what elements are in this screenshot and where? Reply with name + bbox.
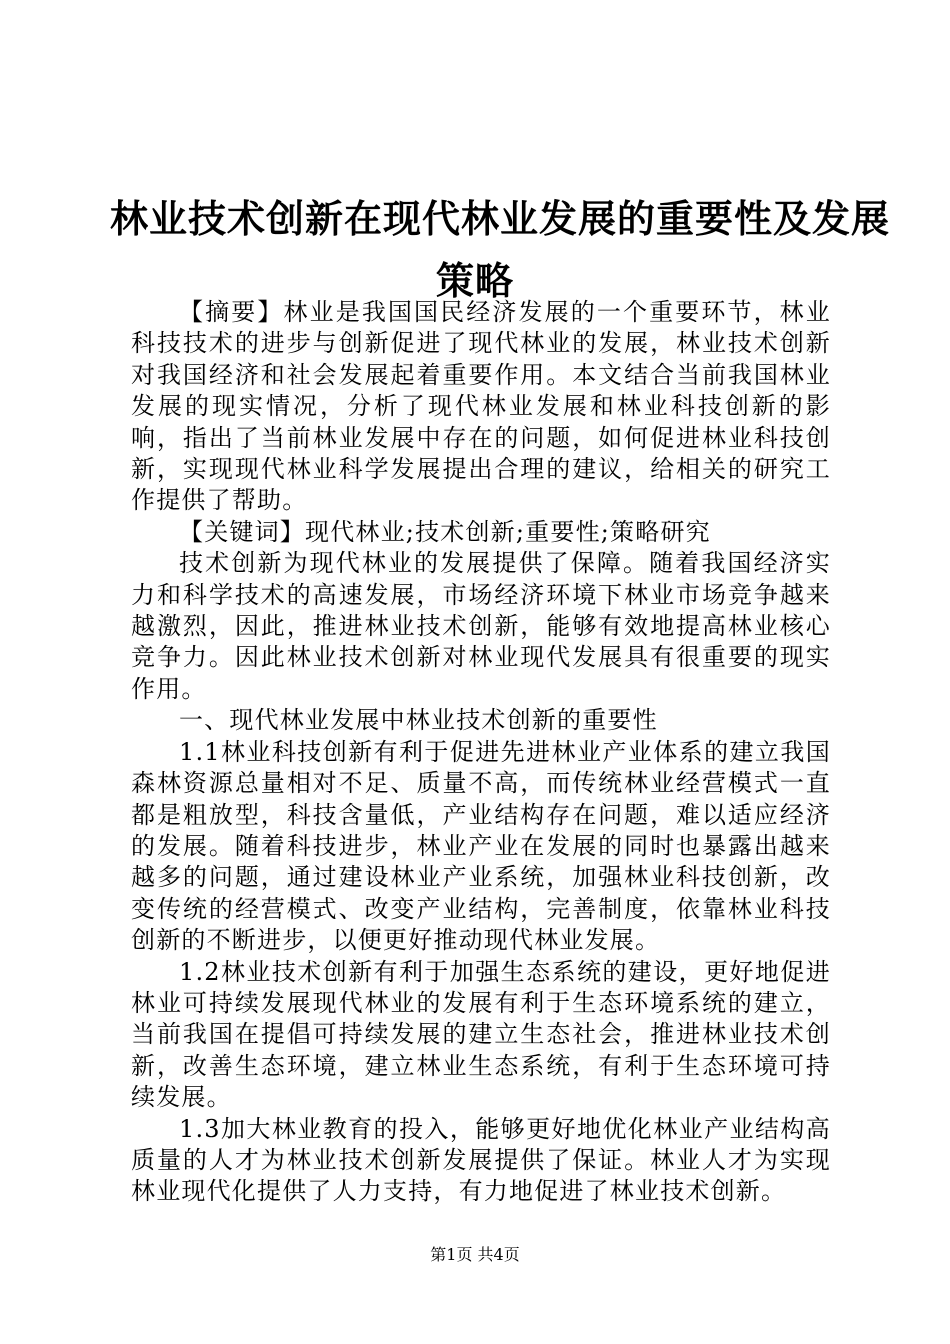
document-title: 林业技术创新在现代林业发展的重要性及发展 xyxy=(110,197,891,241)
page-footer: 第1页 共4页 xyxy=(430,1245,520,1264)
keywords-paragraph: 【关键词】现代林业;技术创新;重要性;策略研究 xyxy=(179,517,711,546)
intro-paragraph: 技术创新为现代林业的发展提供了保障。随着我国经济实力和科学技术的高速发展，市场经济环境下林业市场竞争越来越激烈，因此，推进林业技术创新，能够有效地提高林业核心竞争力。因此林业技术创新对林业现代发展具有很重要的现实作用。 xyxy=(131,549,831,703)
subsection-1-3-paragraph: 1.3加大林业教育的投入，能够更好地优化林业产业结构高质量的人才为林业技术创新发展提供了保证。林业人才为实现林业现代化提供了人力支持，有力地促进了林业技术创新。 xyxy=(131,1114,831,1206)
subsection-1-1-paragraph: 1.1林业科技创新有利于促进先进林业产业体系的建立我国森林资源总量相对不足、质量不高，而传统林业经营模式一直都是粗放型，科技含量低，产业结构存在问题，难以适应经济的发展。随着科技进步，林业产业在发展的同时也暴露出越来越多的问题，通过建设林业产业系统，加强林业科技创新，改变传统的经营模式、改变产业结构，完善制度，依靠林业科技创新的不断进步，以便更好推动现代林业发展。 xyxy=(131,737,831,955)
document-body xyxy=(131,297,831,1208)
subsection-1-2-paragraph: 1.2林业技术创新有利于加强生态系统的建设，更好地促进林业可持续发展现代林业的发展有利于生态环境系统的建立，当前我国在提倡可持续发展的建立生态社会，推进林业技术创新，改善生态环境，建立林业生态系统，有利于生态环境可持续发展。 xyxy=(131,957,831,1112)
abstract-paragraph: 【摘要】林业是我国国民经济发展的一个重要环节，林业科技技术的进步与创新促进了现代林业的发展，林业技术创新对我国经济和社会发展起着重要作用。本文结合当前我国林业发展的现实情况，分析了现代林业发展和林业科技创新的影响，指出了当前林业发展中存在的问题，如何促进林业科技创新，实现现代林业科学发展提出合理的建议，给相关的研究工作提供了帮助。 xyxy=(131,298,831,515)
document-title-continued: 策略 xyxy=(435,259,514,303)
section-heading: 一、现代林业发展中林业技术创新的重要性 xyxy=(179,706,658,735)
